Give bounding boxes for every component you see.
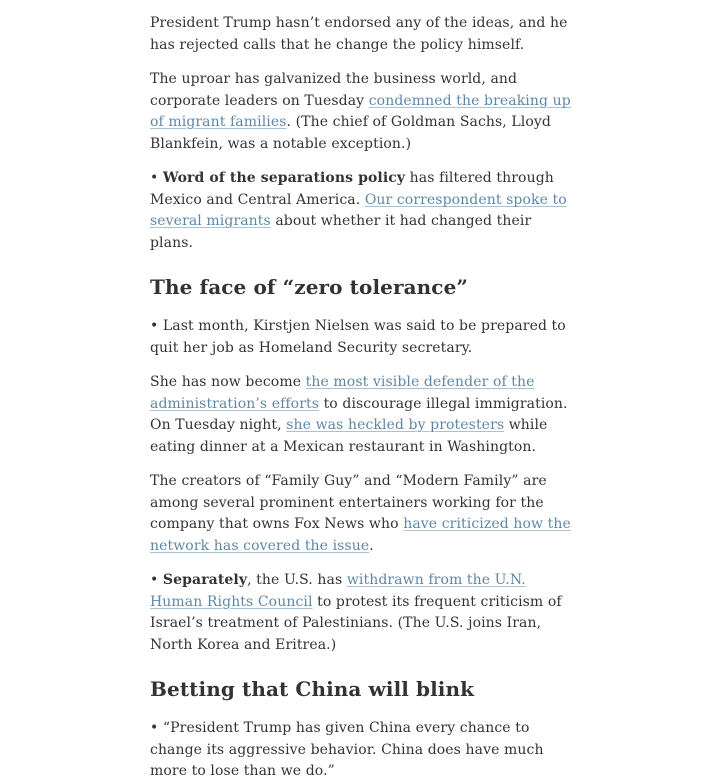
text-run: • bbox=[150, 572, 163, 588]
paragraph bbox=[150, 316, 574, 359]
text-run: • bbox=[150, 170, 163, 186]
bold-text: Separately bbox=[162, 572, 248, 588]
text-run: • Last month, Kirstjen Nielsen was said to be prepared to quit her job as Homeland Security secretary. bbox=[150, 318, 566, 356]
section-heading: The face of “zero tolerance” bbox=[150, 275, 469, 299]
paragraph bbox=[150, 718, 574, 783]
inline-link[interactable]: withdrawn from the U.N. Human Rights Council bbox=[150, 572, 526, 610]
text-run: She has now become bbox=[150, 374, 306, 390]
inline-link[interactable]: Our correspondent spoke to several migrants bbox=[150, 191, 567, 229]
inline-link[interactable]: the most visible defender of the administration’s efforts bbox=[150, 374, 535, 412]
inline-link[interactable]: she was heckled by protesters bbox=[286, 417, 505, 433]
paragraph bbox=[150, 372, 574, 458]
article-body bbox=[150, 0, 574, 783]
text-run: to discourage illegal immigration. On Tuesday night, bbox=[150, 395, 568, 433]
text-run: President Trump hasn’t endorsed any of the ideas, and he has rejected calls that he change the policy himself. bbox=[150, 15, 568, 53]
text-run: . (The chief of Goldman Sachs, Lloyd Blankfein, was a notable exception.) bbox=[150, 114, 551, 152]
inline-link[interactable]: have criticized how the network has covered the issue bbox=[150, 516, 571, 554]
paragraph bbox=[150, 69, 574, 155]
paragraph bbox=[150, 570, 574, 656]
text-run: about whether it had changed their plans. bbox=[150, 213, 532, 251]
text-run: • “President Trump has given China every chance to change its aggressive behavior. China does have much more to lose than we do.” bbox=[150, 720, 544, 779]
text-run: The uproar has galvanized the business world, and corporate leaders on Tuesday bbox=[150, 71, 518, 109]
text-run: while eating dinner at a Mexican restaurant in Washington. bbox=[150, 417, 548, 455]
paragraph bbox=[150, 471, 574, 557]
paragraph bbox=[150, 13, 574, 56]
text-run: The creators of “Family Guy” and “Modern Family” are among several prominent entertainers working for the company that owns Fox News who bbox=[150, 473, 547, 532]
text-run: . bbox=[369, 537, 374, 554]
text-run: , the U.S. has bbox=[247, 572, 347, 588]
bold-text: Word of the separations policy bbox=[162, 170, 406, 186]
text-run: has filtered through Mexico and Central America. bbox=[150, 170, 554, 208]
paragraph bbox=[150, 168, 574, 254]
text-run: to protest its frequent criticism of Israel’s treatment of Palestinians. (The U.S. joins Iran, North Korea and Eritrea.) bbox=[150, 593, 562, 653]
inline-link[interactable]: condemned the breaking up of migrant families bbox=[150, 92, 571, 130]
section-heading: Betting that China will blink bbox=[150, 677, 475, 701]
